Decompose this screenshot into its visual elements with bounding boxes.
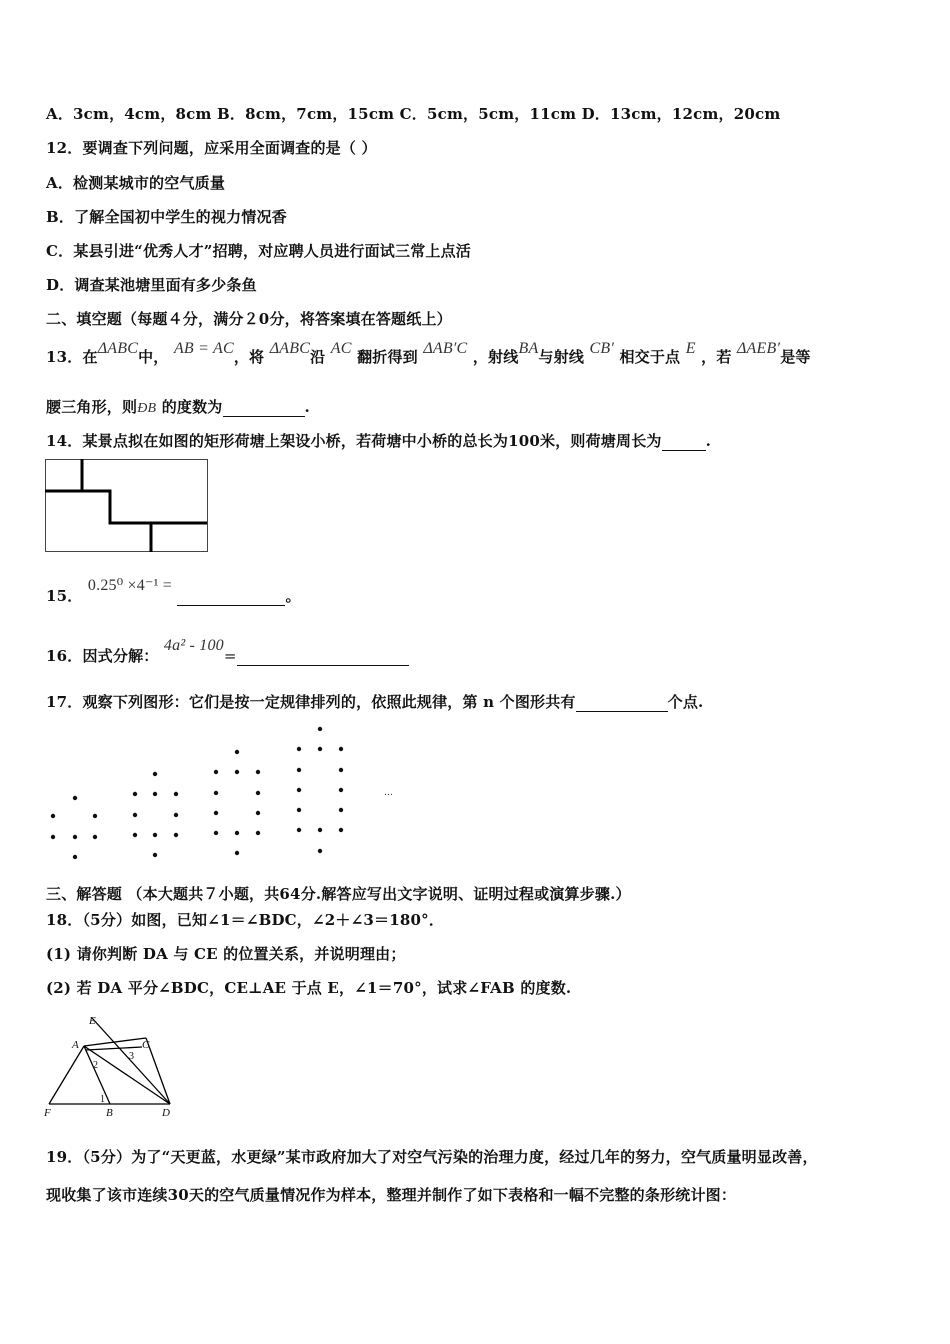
q15-line — [46, 577, 301, 606]
q19-line2: 现收集了该市连续30天的空气质量情况作为样本，整理并制作了如下表格和一幅不完整的条形统计图： — [46, 1186, 737, 1204]
q18-part-2: (2) 若 DA 平分∠BDC，CE⊥AE 于点 E，∠1＝70°，试求∠FAB 的度数. — [46, 979, 572, 997]
q13-text-5: ，射线 — [472, 348, 519, 366]
line-fa — [49, 1046, 84, 1104]
q12-stem: 12．要调查下列问题，应采用全面调查的是（ ） — [46, 139, 377, 157]
q18-geometry-figure — [44, 1008, 184, 1120]
q16-math: 4a² - 100 — [163, 637, 224, 654]
q13-line2-pre: 腰三角形，则 — [46, 398, 138, 416]
q12-option-b: B．了解全国初中学生的视力情况香 — [46, 208, 287, 226]
q13-math-cbprime: CB′ — [589, 340, 615, 357]
q12-option-c: C．某县引进“优秀人才”招聘，对应聘人员进行面试三常上点活 — [46, 242, 471, 260]
q12-option-d: D．调查某池塘里面有多少条鱼 — [46, 276, 257, 294]
q16-equals: = — [223, 647, 237, 665]
q13-line1 — [46, 340, 811, 367]
q15-answer-blank[interactable] — [177, 587, 285, 606]
q17-dot-pattern-figure — [40, 718, 410, 868]
q16-line — [46, 637, 409, 666]
q16-label: 16．因式分解： — [46, 647, 159, 665]
q13-math-angle-b: ÐB — [137, 401, 157, 416]
line-cd — [146, 1038, 170, 1104]
q14-end: . — [705, 432, 712, 450]
q13-text-8: ，若 — [701, 348, 732, 366]
q13-math-triangle-abc: ΔABC — [97, 340, 139, 357]
q13-math-ab-eq-ac: AB = AC — [173, 340, 234, 357]
section3-title: 三、解答题 （本大题共７小题，共64分.解答应写出文字说明、证明过程或演算步骤.） — [46, 885, 631, 903]
section2-title: 二、填空题（每题４分，满分２0分，将答案填在答题纸上） — [46, 310, 452, 328]
angle-label-2: 2 — [93, 1060, 98, 1071]
q13-text-4: 翻折得到 — [357, 348, 418, 366]
angle-label-1: 1 — [100, 1094, 105, 1105]
q13-answer-blank[interactable] — [223, 398, 305, 417]
q13-math-triangle-abprime-c: ΔAB′C — [423, 340, 468, 357]
q13-line2-post: 的度数为 — [161, 398, 223, 416]
label-e: E — [89, 1015, 96, 1027]
q12-option-a: A．检测某城市的空气质量 — [46, 174, 226, 192]
q13-text-2: ，将 — [233, 348, 265, 366]
q14-line — [46, 430, 711, 451]
pattern-3 — [214, 750, 260, 855]
q17-ellipsis: … — [384, 788, 393, 798]
pattern-4 — [297, 727, 343, 853]
pattern-2 — [133, 772, 178, 857]
pattern-1 — [51, 796, 97, 859]
q18-stem: 18．（5分）如图，已知∠1＝∠BDC，∠2＋∠3＝180°． — [46, 911, 445, 929]
q13-text-7: 相交于点 — [619, 348, 681, 366]
q13-math-e: E — [685, 340, 696, 357]
q13-math-triangle-abc-2: ΔABC — [269, 340, 311, 357]
q19-line1: 19．（5分）为了“天更蓝，水更绿”某市政府加大了对空气污染的治理力度，经过几年的努力，空气质量明显改善， — [46, 1148, 818, 1166]
q13-text-9: 是等 — [780, 348, 811, 366]
q14-answer-blank[interactable] — [662, 432, 706, 451]
q13-line2 — [46, 396, 310, 417]
q13-math-triangle-aebprime: ΔAEB′ — [736, 340, 781, 357]
q13-text-6: 与射线 — [538, 348, 585, 366]
q15-math: 0.25⁰ ×4⁻¹ = — [87, 577, 173, 594]
q13-math-ba: BA — [518, 340, 539, 357]
q17-pre: 17．观察下列图形：它们是按一定规律排列的，依照此规律，第 n 个图形共有 — [46, 693, 576, 711]
label-c: C — [142, 1039, 150, 1051]
q15-end: 。 — [285, 587, 301, 605]
q14-text: 14．某景点拟在如图的矩形荷塘上架设小桥，若荷塘中小桥的总长为100米，则荷塘周长为 — [46, 432, 662, 450]
angle-label-3: 3 — [129, 1051, 134, 1062]
line-ce — [86, 1047, 142, 1050]
label-f: F — [44, 1107, 51, 1119]
pond-rectangle — [46, 460, 208, 552]
q15-number: 15． — [46, 587, 83, 605]
q13-line2-end: . — [304, 398, 310, 416]
q13-text-1: 中， — [138, 348, 169, 366]
q18-part-1: (1) 请你判断 DA 与 CE 的位置关系，并说明理由； — [46, 945, 406, 963]
q16-answer-blank[interactable] — [237, 647, 409, 666]
q17-line — [46, 691, 703, 712]
line-ae — [84, 1038, 146, 1046]
q13-text-3: 沿 — [310, 348, 326, 366]
label-a: A — [72, 1039, 79, 1051]
q11-options: A．3cm，4cm，8cm B．8cm，7cm，15cm C．5cm，5cm，11cm D．13cm，12cm，20cm — [46, 105, 781, 123]
label-d: D — [162, 1107, 170, 1119]
label-b: B — [106, 1107, 113, 1119]
q13-math-ac: AC — [330, 340, 352, 357]
q17-answer-blank[interactable] — [576, 693, 668, 712]
q13-prefix: 13．在 — [46, 348, 98, 366]
q17-post: 个点. — [667, 693, 704, 711]
q14-pond-figure — [45, 459, 209, 554]
